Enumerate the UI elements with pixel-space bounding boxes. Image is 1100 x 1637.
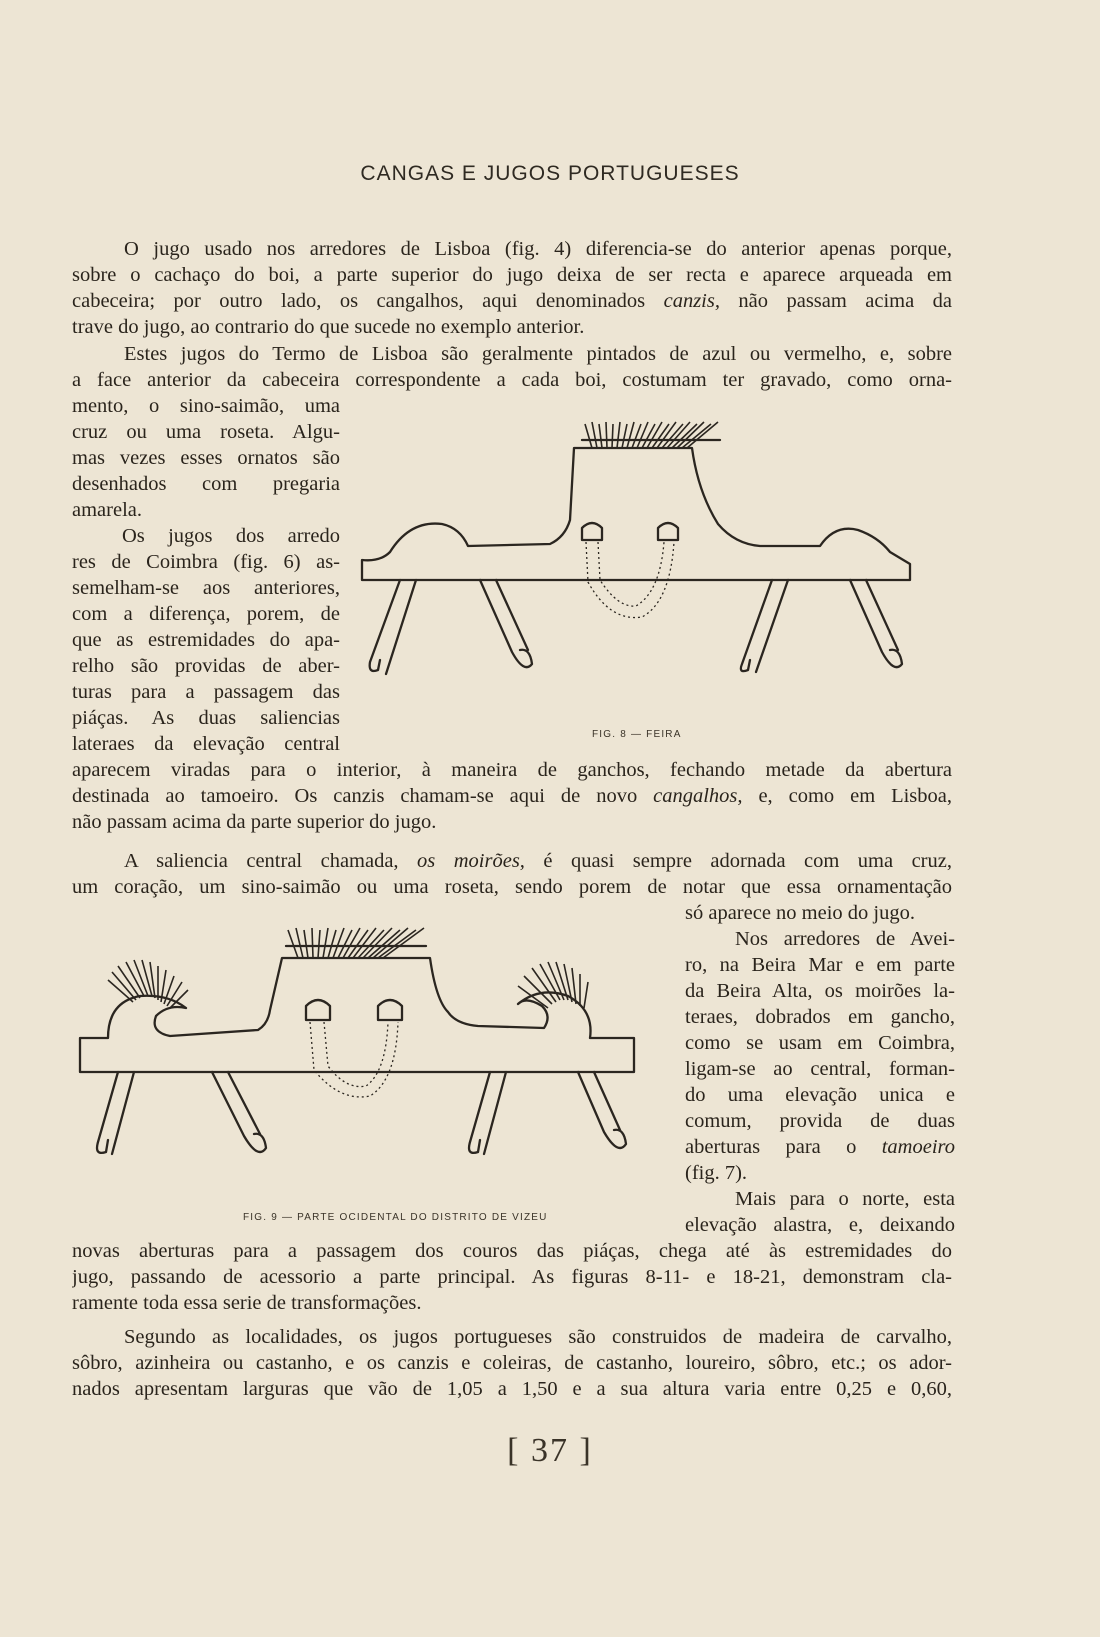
paragraph-3-line-2: res de Coimbra (fig. 6) as- (72, 551, 340, 573)
figure-9-caption: FIG. 9 — PARTE OCIDENTAL DO DISTRITO DE VIZEU (243, 1212, 548, 1223)
paragraph-1-line-3: cabeceira; por outro lado, os cangalhos, aqui denominados canzis, não passam acima da (72, 290, 952, 312)
paragraph-4-line-1: A saliencia central chamada, os moirões, é quasi sempre adornada com uma cruz, (124, 850, 952, 872)
page-number: [ 37 ] (507, 1432, 593, 1469)
paragraph-1-line-1: O jugo usado nos arredores de Lisboa (fig. 4) diferencia-se do anterior apenas porque, (124, 238, 952, 260)
fig8-openings (582, 523, 678, 618)
paragraph-3-line-10: aparecem viradas para o interior, à maneira de ganchos, fechando metade da abertura (72, 759, 952, 781)
fig8-yoke-outline (362, 448, 910, 580)
paragraph-5-line-5: como se usam em Coimbra, (685, 1032, 955, 1054)
paragraph-2-line-2: a face anterior da cabeceira correspondente a cada boi, costumam ter gravado, como orna- (72, 369, 952, 391)
running-head: CANGAS E JUGOS PORTUGUESES (360, 162, 740, 185)
fig9-yoke-outline (80, 958, 634, 1072)
paragraph-3-line-12: não passam acima da parte superior do jugo. (72, 811, 437, 833)
paragraph-5-line-2: ro, na Beira Mar e em parte (685, 954, 955, 976)
term-moiroes: os moirões, (417, 850, 525, 872)
fig9-legs (97, 1072, 626, 1154)
figure-8-caption: FIG. 8 — FEIRA (592, 729, 682, 740)
paragraph-3-line-5: que as estremidades do apa- (72, 629, 340, 651)
paragraph-1-line-2: sobre o cachaço do boi, a parte superior do jugo deixa de ser recta e aparece arqueada em (72, 264, 952, 286)
paragraph-1-line-4: trave do jugo, ao contrario do que sucede no exemplo anterior. (72, 316, 585, 338)
fig9-fringe-center (286, 928, 426, 958)
paragraph-3-line-1: Os jugos dos arredo (122, 525, 340, 547)
paragraph-6-line-2: elevação alastra, e, deixando (685, 1214, 955, 1236)
paragraph-2-line-5: mas vezes esses ornatos são (72, 447, 340, 469)
term-canzis: canzis, (663, 290, 720, 312)
paragraph-4-line-2: um coração, um sino-saimão ou uma roseta, sendo porem de notar que essa ornamentação (72, 876, 952, 898)
fig9-openings (306, 1000, 402, 1097)
paragraph-5-line-6: ligam-se ao central, forman- (685, 1058, 955, 1080)
paragraph-3-line-6: relho são providas de aber- (72, 655, 340, 677)
paragraph-5-line-1: Nos arredores de Avei- (735, 928, 955, 950)
paragraph-3-line-4: com a diferença, porem, de (72, 603, 340, 625)
paragraph-2-line-6: desenhados com pregaria (72, 473, 340, 495)
paragraph-2-line-7: amarela. (72, 499, 142, 521)
paragraph-6-line-5: ramente toda essa serie de transformações. (72, 1292, 422, 1314)
paragraph-3-line-3: semelham-se aos anteriores, (72, 577, 340, 599)
paragraph-5-line-7: do uma elevação unica e (685, 1084, 955, 1106)
paragraph-5-line-8: comum, provida de duas (685, 1110, 955, 1132)
term-cangalhos: cangalhos, (653, 785, 743, 807)
paragraph-7-line-1: Segundo as localidades, os jugos portugueses são construidos de madeira de carvalho, (124, 1326, 952, 1348)
paragraph-5-line-4: teraes, dobrados em gancho, (685, 1006, 955, 1028)
paragraph-5-line-3: da Beira Alta, os moirões la- (685, 980, 955, 1002)
paragraph-5-line-10: (fig. 7). (685, 1162, 748, 1184)
term-tamoeiro: tamoeiro (881, 1136, 955, 1158)
fig8-fringe (582, 422, 720, 448)
paragraph-2-line-1: Estes jugos do Termo de Lisboa são geralmente pintados de azul ou vermelho, e, sobre (124, 343, 952, 365)
paragraph-2-line-3: mento, o sino-saimão, uma (72, 395, 340, 417)
paragraph-7-line-3: nados apresentam larguras que vão de 1,05 a 1,50 e a sua altura varia entre 0,25 e 0,60, (72, 1378, 952, 1400)
paragraph-3-line-8: piáças. As duas saliencias (72, 707, 340, 729)
fig8-legs (370, 580, 902, 674)
paragraph-3-line-9: lateraes da elevação central (72, 733, 340, 755)
paragraph-6-line-1: Mais para o norte, esta (735, 1188, 955, 1210)
paragraph-6-line-4: jugo, passando de acessorio a parte principal. As figuras 8-11- e 18-21, demonstram cla- (72, 1266, 952, 1288)
paragraph-3-line-7: turas para a passagem das (72, 681, 340, 703)
paragraph-4-line-3: só aparece no meio do jugo. (685, 902, 915, 924)
figure-8-yoke-illustration (360, 412, 960, 712)
paragraph-2-line-4: cruz ou uma roseta. Algu- (72, 421, 340, 443)
paragraph-6-line-3: novas aberturas para a passagem dos couros das piáças, chega até às estremidades do (72, 1240, 952, 1262)
paragraph-3-line-11: destinada ao tamoeiro. Os canzis chamam-se aqui de novo cangalhos, e, como em Lisboa, (72, 785, 952, 807)
figure-9-yoke-illustration (78, 920, 670, 1210)
paragraph-7-line-2: sôbro, azinheira ou castanho, e os canzis e coleiras, de castanho, loureiro, sôbro, etc.; os ador- (72, 1352, 952, 1374)
paragraph-5-line-9: aberturas para o tamoeiro (685, 1136, 955, 1158)
